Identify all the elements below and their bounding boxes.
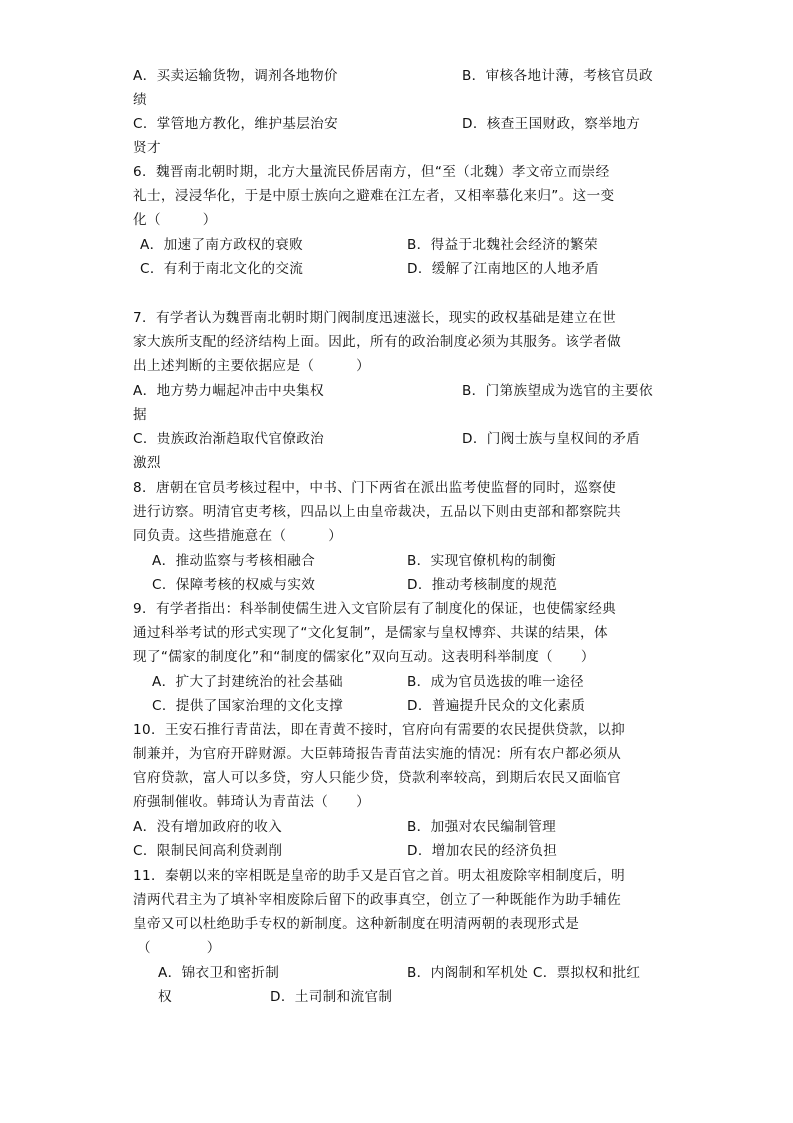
q5-option-a: A．买卖运输货物，调剂各地物价	[133, 68, 338, 84]
q9-stem: 通过科举考试的形式实现了“文化复制”，是儒家与皇权博弈、共谋的结果，体	[133, 625, 608, 641]
q8-stem: 同负责。这些措施意在（ ）	[133, 528, 343, 544]
q7-stem: 家大族所支配的经济结构上面。因此，所有的政治制度必须为其服务。该学者做	[133, 334, 622, 350]
q6-option-c: C．有利于南北文化的交流	[140, 261, 304, 277]
q9-stem: 现了“儒家的制度化”和“制度的儒家化”双向互动。这表明科举制度（ ）	[133, 649, 595, 665]
q5-option-d: D．核查王国财政，察举地方	[462, 116, 641, 132]
q9-stem: 9．有学者指出：科举制使儒生进入文官阶层有了制度化的保证，也使儒家经典	[133, 601, 617, 617]
q11-stem: （ ）	[137, 940, 221, 956]
q7-option-b-cont: 据	[133, 407, 147, 423]
q8-option-c: C．保障考核的权威与实效	[152, 577, 316, 593]
q9-option-b: B．成为官员选拔的唯一途径	[407, 674, 584, 690]
q10-option-c: C．限制民间高利贷剥削	[133, 843, 283, 859]
q6-option-b: B．得益于北魏社会经济的繁荣	[407, 237, 598, 253]
q10-option-d: D．增加农民的经济负担	[407, 843, 558, 859]
q5-option-b-cont: 绩	[133, 92, 147, 108]
q6-option-d: D．缓解了江南地区的人地矛盾	[407, 261, 600, 277]
q6-stem: 6．魏晋南北朝时期，北方大量流民侨居南方，但“至（北魏）孝文帝立而崇经	[133, 164, 610, 180]
q5-option-b: B．审核各地计薄，考核官员政	[462, 68, 653, 84]
q11-option-a: A．锦衣卫和密折制	[158, 965, 280, 981]
q11-stem: 清两代君主为了填补宰相废除后留下的政事真空，创立了一种既能作为助手辅佐	[133, 892, 622, 908]
q7-option-c: C．贵族政治渐趋取代官僚政治	[133, 431, 325, 447]
q8-option-b: B．实现官僚机构的制衡	[407, 553, 557, 569]
q6-stem: 礼士，浸浸华化，于是中原士族向之避难在江左者，又相率慕化来归”。这一变	[133, 188, 615, 204]
q8-option-d: D．推动考核制度的规范	[407, 577, 558, 593]
q11-option-d: D．土司制和流官制	[270, 989, 393, 1005]
q10-stem: 10．王安石推行青苗法，即在青黄不接时，官府向有需要的农民提供贷款，以抑	[133, 722, 626, 738]
q7-option-b: B．门第族望成为选官的主要依	[462, 383, 653, 399]
q10-stem: 府强制催收。韩琦认为青苗法（ ）	[133, 794, 371, 810]
q11-stem: 皇帝又可以杜绝助手专权的新制度。这种新制度在明清两朝的表现形式是	[133, 916, 580, 932]
q10-option-a: A．没有增加政府的收入	[133, 819, 283, 835]
q9-option-d: D．普遍提升民众的文化素质	[407, 698, 586, 714]
q9-option-c: C．提供了国家治理的文化支撑	[152, 698, 344, 714]
q6-option-a: A．加速了南方政权的衰败	[140, 237, 304, 253]
q10-stem: 制兼并，为官府开辟财源。大臣韩琦报告青苗法实施的情况：所有农户都必须从	[133, 746, 622, 762]
q5-option-d-cont: 贤才	[133, 140, 161, 156]
q10-stem: 官府贷款，富人可以多贷，穷人只能少贷，贷款利率较高，到期后农民又面临官	[133, 770, 622, 786]
q6-stem: 化（ ）	[133, 212, 217, 228]
q7-stem: 7．有学者认为魏晋南北朝时期门阀制度迅速滋长，现实的政权基础是建立在世	[133, 310, 617, 326]
q11-option-b-c: B．内阁制和军机处 C．票拟权和批红	[407, 965, 641, 981]
q5-option-c: C．掌管地方教化，维护基层治安	[133, 116, 339, 132]
q7-option-d-cont: 激烈	[133, 455, 161, 471]
q11-option-c-cont: 权	[158, 989, 172, 1005]
q7-stem: 出上述判断的主要依据应是（ ）	[133, 358, 371, 374]
q9-option-a: A．扩大了封建统治的社会基础	[152, 674, 343, 690]
q8-option-a: A．推动监察与考核相融合	[152, 553, 316, 569]
q8-stem: 进行访察。明清官吏考核，四品以上由皇帝裁决，五品以下则由吏部和都察院共	[133, 504, 622, 520]
q11-stem: 11．秦朝以来的宰相既是皇帝的助手又是百官之首。明太祖废除宰相制度后，明	[133, 868, 626, 884]
q8-stem: 8．唐朝在官员考核过程中，中书、门下两省在派出监考使监督的同时，巡察使	[133, 480, 617, 496]
q7-option-a: A．地方势力崛起冲击中央集权	[133, 383, 324, 399]
q10-option-b: B．加强对农民编制管理	[407, 819, 557, 835]
q7-option-d: D．门阀士族与皇权间的矛盾	[462, 431, 641, 447]
